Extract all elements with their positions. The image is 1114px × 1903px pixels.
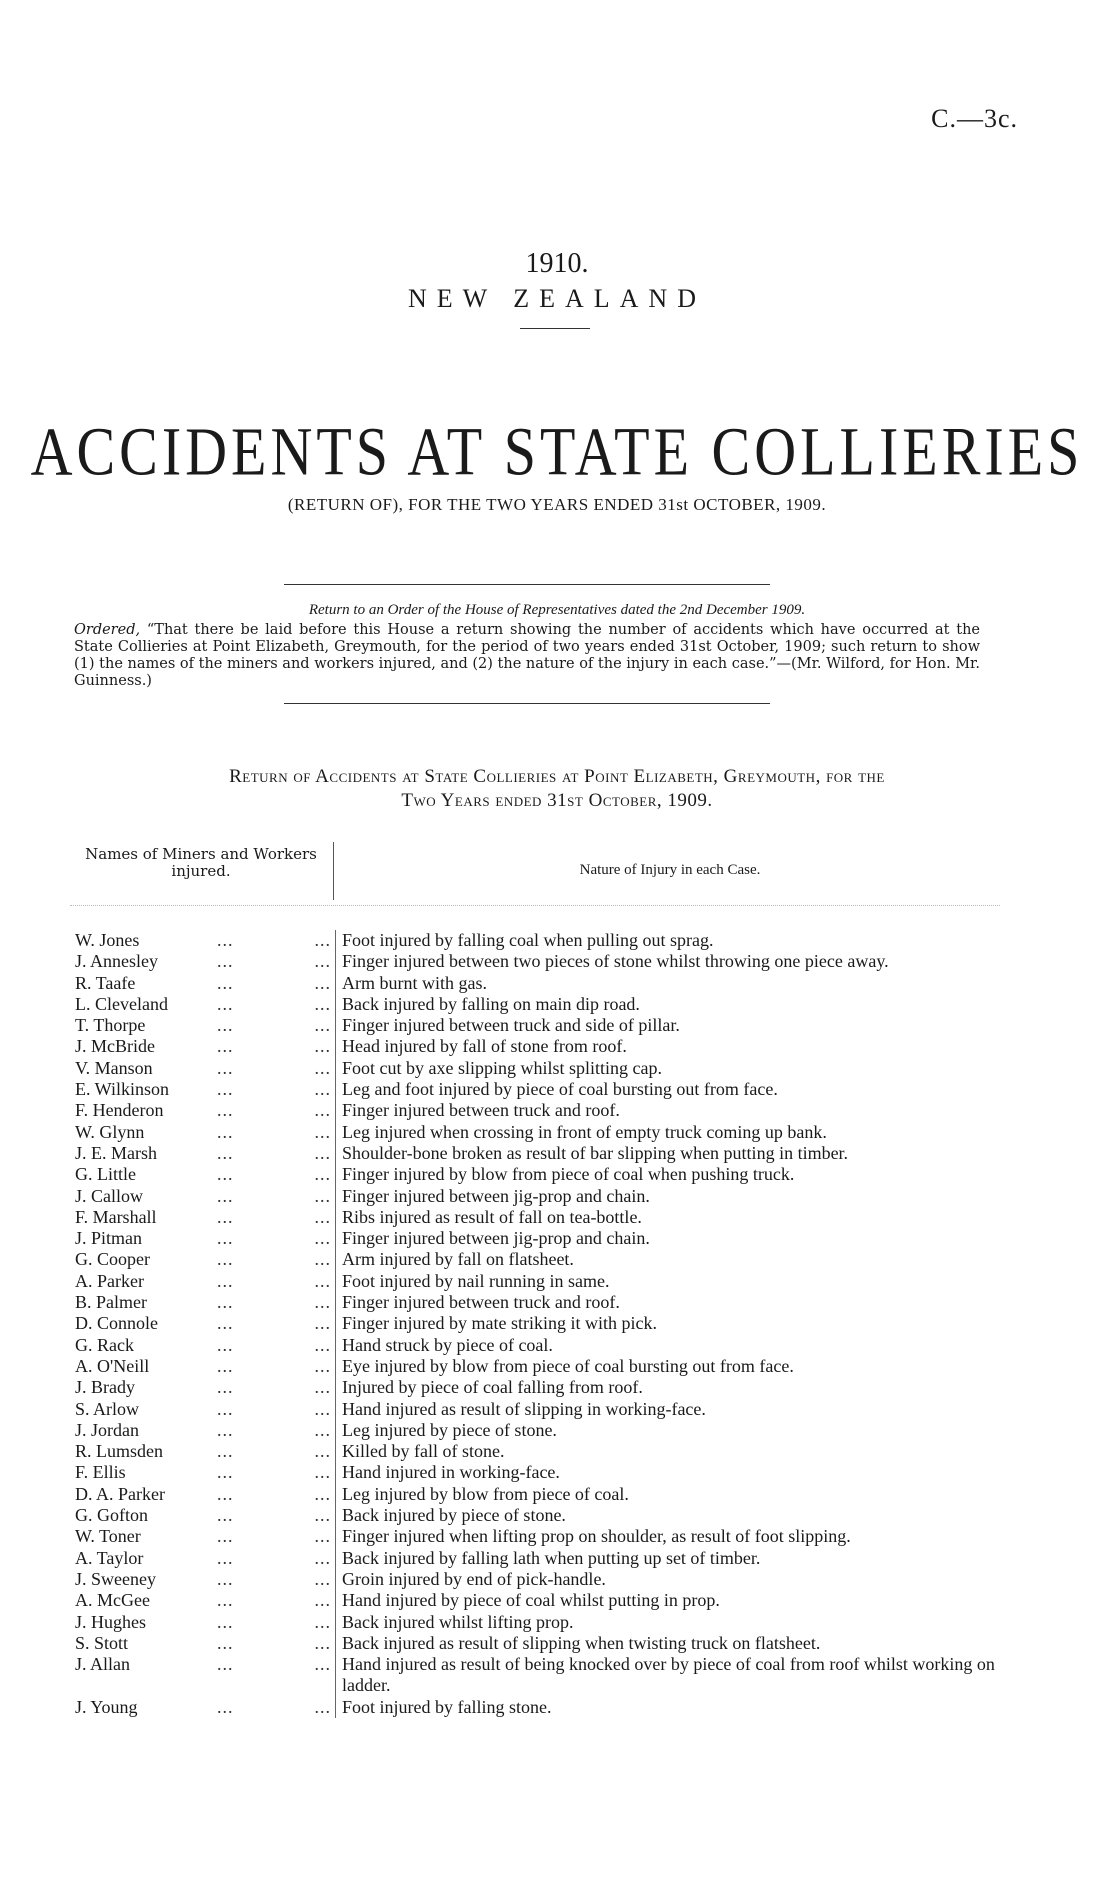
leader-dots: ... — [314, 930, 331, 950]
leader-dots: ... — [314, 1015, 331, 1036]
table-title — [60, 765, 1054, 813]
page-subtitle: (RETURN OF), FOR THE TWO YEARS ENDED 31st OCTOBER, 1909. — [287, 495, 827, 514]
leader-dots: ... — [314, 1057, 331, 1078]
injury-description: Finger injured by mate striking it with pick. — [335, 1313, 1000, 1334]
table-row — [75, 1143, 1000, 1164]
injury-description: Back injured by piece of stone. — [335, 1505, 1000, 1526]
injury-description: Leg and foot injured by piece of coal bursting out from face. — [335, 1079, 1000, 1100]
leader-dots: ... — [217, 1547, 234, 1568]
leader-dots: ... — [314, 993, 331, 1014]
injury-table — [75, 930, 1000, 1718]
leader-dots: ... — [217, 1164, 234, 1185]
leader-dots: ... — [314, 1547, 331, 1568]
leader-dots: ... — [217, 1590, 234, 1611]
leader-dots: ... — [314, 1526, 331, 1547]
leader-dots: ... — [217, 1696, 234, 1717]
injury-description: Groin injured by end of pick-handle. — [335, 1569, 1000, 1590]
injury-description: Eye injured by blow from piece of coal bursting out from face. — [335, 1356, 1000, 1377]
worker-name: W. Toner — [75, 1526, 141, 1547]
leader-dots: ... — [314, 1036, 331, 1057]
leader-dots: ... — [314, 1270, 331, 1291]
table-row — [75, 1356, 1000, 1377]
leader-dots: ... — [217, 1483, 234, 1504]
worker-name: A. O'Neill — [75, 1355, 150, 1376]
worker-name: J. Hughes — [75, 1611, 146, 1632]
leader-dots: ... — [314, 1462, 331, 1483]
injury-description: Hand injured by piece of coal whilst putting in prop. — [335, 1590, 1000, 1611]
table-row — [75, 1271, 1000, 1292]
table-row — [75, 1058, 1000, 1079]
leader-dots: ... — [217, 972, 234, 993]
table-row — [75, 1036, 1000, 1057]
worker-name: A. McGee — [75, 1590, 150, 1611]
injury-description: Finger injured between truck and roof. — [335, 1292, 1000, 1313]
leader-dots: ... — [217, 1100, 234, 1121]
leader-dots: ... — [217, 1355, 234, 1376]
leader-dots: ... — [217, 951, 234, 972]
worker-name: J. Callow — [75, 1185, 144, 1206]
header-rule — [70, 905, 1000, 906]
table-row — [75, 1484, 1000, 1505]
table-row — [75, 1100, 1000, 1121]
injury-description: Hand injured as result of slipping in working-face. — [335, 1399, 1000, 1420]
leader-dots: ... — [217, 1079, 234, 1100]
injury-description: Arm burnt with gas. — [335, 973, 1000, 994]
worker-name: A. Taylor — [75, 1547, 144, 1568]
worker-name: G. Rack — [75, 1334, 134, 1355]
leader-dots: ... — [314, 1100, 331, 1121]
leader-dots: ... — [314, 1079, 331, 1100]
table-row — [75, 1186, 1000, 1207]
injury-description: Back injured as result of slipping when twisting truck on flatsheet. — [335, 1633, 1000, 1654]
table-row — [75, 1462, 1000, 1483]
table-title-line: Two Years ended 31st October, 1909. — [401, 790, 713, 811]
injury-description: Injured by piece of coal falling from roof. — [335, 1377, 1000, 1398]
table-row — [75, 1015, 1000, 1036]
leader-dots: ... — [217, 1185, 234, 1206]
injury-description: Back injured by falling lath when putting up set of timber. — [335, 1548, 1000, 1569]
worker-name: F. Ellis — [75, 1462, 126, 1483]
injury-description: Finger injured by blow from piece of coal when pushing truck. — [335, 1164, 1000, 1185]
table-row — [75, 1569, 1000, 1590]
leader-dots: ... — [314, 1164, 331, 1185]
leader-dots: ... — [314, 1654, 331, 1675]
worker-name: S. Arlow — [75, 1398, 140, 1419]
table-row — [75, 1420, 1000, 1441]
injury-description: Finger injured between truck and side of pillar. — [335, 1015, 1000, 1036]
leader-dots: ... — [314, 951, 331, 972]
leader-dots: ... — [217, 1654, 234, 1675]
leader-dots: ... — [217, 1249, 234, 1270]
injury-description: Finger injured between truck and roof. — [335, 1100, 1000, 1121]
injury-description: Killed by fall of stone. — [335, 1441, 1000, 1462]
leader-dots: ... — [314, 1398, 331, 1419]
leader-dots: ... — [314, 1632, 331, 1653]
injury-description: Hand injured as result of being knocked over by piece of coal from roof whilst working on ladder. — [335, 1654, 1000, 1697]
worker-name: A. Parker — [75, 1270, 144, 1291]
injury-description: Leg injured when crossing in front of empty truck coming up bank. — [335, 1122, 1000, 1143]
table-row — [75, 1654, 1000, 1697]
injury-description: Arm injured by fall on flatsheet. — [335, 1249, 1000, 1270]
leader-dots: ... — [217, 1398, 234, 1419]
table-row — [75, 1313, 1000, 1334]
leader-dots: ... — [314, 972, 331, 993]
leader-dots: ... — [314, 1334, 331, 1355]
worker-name: J. Annesley — [75, 951, 158, 972]
injury-description: Foot injured by nail running in same. — [335, 1271, 1000, 1292]
worker-name: J. Sweeney — [75, 1568, 156, 1589]
injury-description: Head injured by fall of stone from roof. — [335, 1036, 1000, 1057]
leader-dots: ... — [314, 1228, 331, 1249]
injury-description: Finger injured when lifting prop on shoulder, as result of foot slipping. — [335, 1526, 1000, 1547]
leader-dots: ... — [217, 1505, 234, 1526]
divider — [284, 703, 770, 704]
worker-name: J. Jordan — [75, 1419, 139, 1440]
table-row — [75, 1633, 1000, 1654]
leader-dots: ... — [314, 1590, 331, 1611]
injury-description: Foot injured by falling stone. — [335, 1697, 1000, 1718]
leader-dots: ... — [314, 1142, 331, 1163]
leader-dots: ... — [314, 1568, 331, 1589]
leader-dots: ... — [217, 1292, 234, 1313]
worker-name: J. McBride — [75, 1036, 155, 1057]
leader-dots: ... — [314, 1292, 331, 1313]
injury-description: Shoulder-bone broken as result of bar slipping when putting in timber. — [335, 1143, 1000, 1164]
worker-name: L. Cleveland — [75, 993, 168, 1014]
table-title-line: Return of Accidents at State Collieries at Point Elizabeth, Greymouth, for the — [229, 766, 885, 787]
leader-dots: ... — [217, 1377, 234, 1398]
worker-name: D. A. Parker — [75, 1483, 165, 1504]
country-heading: NEW ZEALAND — [408, 284, 706, 313]
leader-dots: ... — [314, 1505, 331, 1526]
leader-dots: ... — [217, 1313, 234, 1334]
table-row — [75, 1612, 1000, 1633]
worker-name: T. Thorpe — [75, 1015, 146, 1036]
worker-name: D. Connole — [75, 1313, 158, 1334]
table-row — [75, 1377, 1000, 1398]
leader-dots: ... — [314, 1206, 331, 1227]
document-year: 1910. — [525, 248, 589, 279]
leader-dots: ... — [217, 1526, 234, 1547]
table-row — [75, 1590, 1000, 1611]
leader-dots: ... — [314, 1185, 331, 1206]
leader-dots: ... — [217, 1057, 234, 1078]
worker-name: J. Allan — [75, 1654, 131, 1675]
worker-name: B. Palmer — [75, 1292, 147, 1313]
leader-dots: ... — [217, 930, 234, 950]
worker-name: F. Henderon — [75, 1100, 164, 1121]
worker-name: R. Taafe — [75, 972, 136, 993]
leader-dots: ... — [314, 1611, 331, 1632]
divider — [284, 584, 770, 585]
worker-name: W. Jones — [75, 930, 140, 950]
table-row — [75, 1079, 1000, 1100]
leader-dots: ... — [217, 1121, 234, 1142]
leader-dots: ... — [217, 1419, 234, 1440]
table-row — [75, 973, 1000, 994]
leader-dots: ... — [314, 1121, 331, 1142]
injury-description: Finger injured between two pieces of stone whilst throwing one piece away. — [335, 951, 1000, 972]
leader-dots: ... — [217, 1270, 234, 1291]
leader-dots: ... — [314, 1313, 331, 1334]
injury-description: Hand injured in working-face. — [335, 1462, 1000, 1483]
ordered-text: “That there be laid before this House a return showing the number of accidents which have occurred at the State Collieries at Point Elizabeth, Greymouth, for the period of two years ended 31st October, 1909; such return to show (1) the names of the miners and workers injured, and (2) the nature of the injury in each case.”—(Mr. Wilford, for Hon. Mr. Guinness.) — [74, 622, 980, 689]
column-header-names: Names of Miners and Workers injured. — [85, 845, 317, 880]
table-row — [75, 1207, 1000, 1228]
table-row — [75, 1292, 1000, 1313]
leader-dots: ... — [314, 1696, 331, 1717]
worker-name: G. Little — [75, 1164, 136, 1185]
leader-dots: ... — [314, 1441, 331, 1462]
leader-dots: ... — [217, 1142, 234, 1163]
leader-dots: ... — [314, 1483, 331, 1504]
injury-description: Finger injured between jig-prop and chain. — [335, 1186, 1000, 1207]
table-row — [75, 1335, 1000, 1356]
table-row — [75, 1249, 1000, 1270]
worker-name: F. Marshall — [75, 1206, 157, 1227]
table-row — [75, 1228, 1000, 1249]
column-header-nature: Nature of Injury in each Case. — [579, 862, 761, 878]
leader-dots: ... — [217, 1611, 234, 1632]
injury-description: Foot cut by axe slipping whilst splitting cap. — [335, 1058, 1000, 1079]
injury-description: Ribs injured as result of fall on tea-bottle. — [335, 1207, 1000, 1228]
leader-dots: ... — [217, 1462, 234, 1483]
table-row — [75, 1548, 1000, 1569]
worker-name: S. Stott — [75, 1632, 129, 1653]
leader-dots: ... — [217, 1015, 234, 1036]
table-row — [75, 1526, 1000, 1547]
worker-name: V. Manson — [75, 1057, 153, 1078]
worker-name: R. Lumsden — [75, 1441, 163, 1462]
worker-name: J. Young — [75, 1696, 138, 1717]
injury-description: Leg injured by blow from piece of coal. — [335, 1484, 1000, 1505]
table-row — [75, 1399, 1000, 1420]
table-row — [75, 951, 1000, 972]
table-row — [75, 994, 1000, 1015]
ordered-label: Ordered, — [74, 622, 141, 638]
page-title: ACCIDENTS AT STATE COLLIERIES — [30, 413, 1084, 490]
page-reference: C.—3c. — [931, 104, 1018, 133]
leader-dots: ... — [314, 1355, 331, 1376]
table-row — [75, 1441, 1000, 1462]
table-row — [75, 1122, 1000, 1143]
leader-dots: ... — [217, 1568, 234, 1589]
order-text — [74, 622, 980, 690]
injury-description: Hand struck by piece of coal. — [335, 1335, 1000, 1356]
injury-description: Leg injured by piece of stone. — [335, 1420, 1000, 1441]
worker-name: G. Gofton — [75, 1505, 148, 1526]
injury-description: Back injured whilst lifting prop. — [335, 1612, 1000, 1633]
leader-dots: ... — [217, 1441, 234, 1462]
leader-dots: ... — [217, 1206, 234, 1227]
worker-name: J. E. Marsh — [75, 1142, 157, 1163]
leader-dots: ... — [217, 993, 234, 1014]
leader-dots: ... — [314, 1377, 331, 1398]
table-row — [75, 1505, 1000, 1526]
table-row — [75, 1697, 1000, 1718]
order-reference: Return to an Order of the House of Representatives dated the 2nd December 1909. — [308, 602, 806, 618]
worker-name: W. Glynn — [75, 1121, 145, 1142]
table-row — [75, 930, 1000, 951]
leader-dots: ... — [217, 1632, 234, 1653]
injury-description: Back injured by falling on main dip road. — [335, 994, 1000, 1015]
worker-name: J. Brady — [75, 1377, 135, 1398]
leader-dots: ... — [314, 1249, 331, 1270]
leader-dots: ... — [217, 1334, 234, 1355]
leader-dots: ... — [314, 1419, 331, 1440]
table-row — [75, 1164, 1000, 1185]
leader-dots: ... — [217, 1228, 234, 1249]
worker-name: G. Cooper — [75, 1249, 150, 1270]
worker-name: E. Wilkinson — [75, 1079, 169, 1100]
column-divider — [333, 842, 334, 900]
injury-description: Finger injured between jig-prop and chain. — [335, 1228, 1000, 1249]
leader-dots: ... — [217, 1036, 234, 1057]
worker-name: J. Pitman — [75, 1228, 143, 1249]
injury-description: Foot injured by falling coal when pulling out sprag. — [335, 930, 1000, 951]
divider — [520, 328, 590, 329]
